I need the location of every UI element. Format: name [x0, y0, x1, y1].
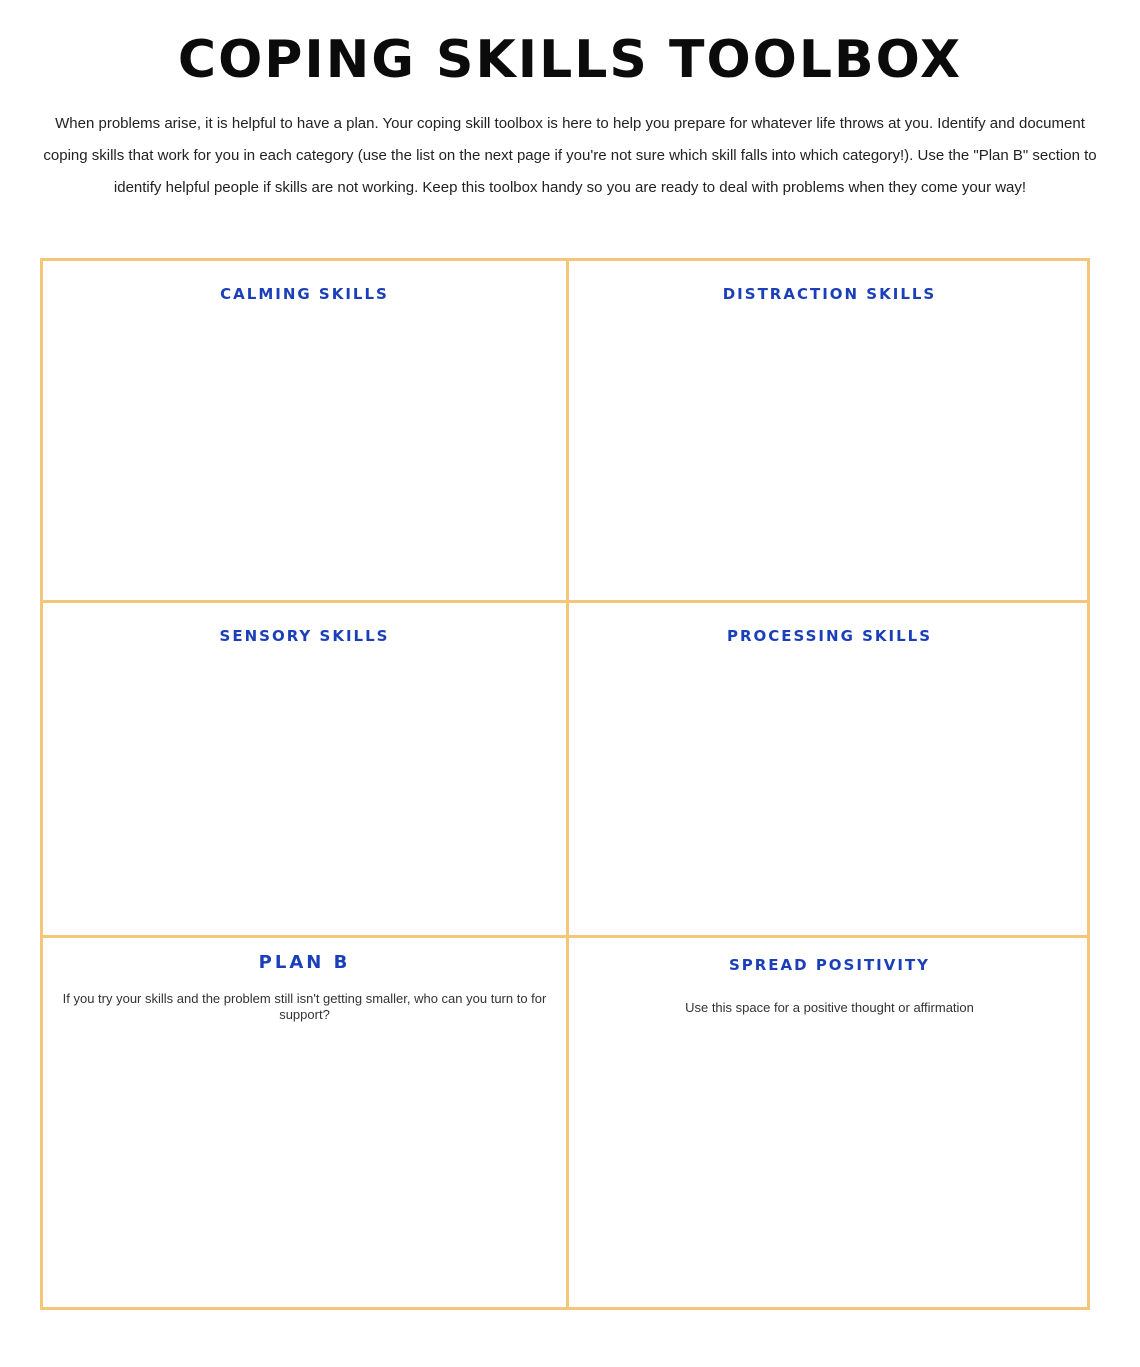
distraction-skills-box[interactable]	[569, 261, 1090, 600]
processing-skills-box[interactable]	[569, 603, 1090, 935]
spread-positivity-heading: SPREAD POSITIVITY	[728, 956, 931, 974]
intro-paragraph: When problems arise, it is helpful to have a plan. Your coping skill toolbox is here to help you prepare for whatever life throws at you. Identify and document coping skills that work for you in each category (use the list on the next page if you're not sure which skill falls into which category!). Use the "Plan B" section to identify helpful people if skills are not working. Keep this toolbox handy so you are ready to deal with problems when they come your way!	[43, 115, 1097, 196]
toolbox-grid	[40, 258, 1090, 1310]
spread-positivity-note: Use this space for a positive thought or affirmation	[685, 1000, 974, 1015]
sensory-skills-heading: SENSORY SKILLS	[219, 627, 390, 645]
sensory-skills-box[interactable]	[43, 603, 566, 935]
plan-b-note: If you try your skills and the problem still isn't getting smaller, who can you turn to for support?	[62, 991, 547, 1022]
plan-b-heading: PLAN B	[258, 952, 351, 973]
plan-b-box[interactable]	[43, 938, 566, 1307]
calming-skills-heading: CALMING SKILLS	[220, 285, 389, 303]
calming-skills-box[interactable]	[43, 261, 566, 600]
distraction-skills-heading: DISTRACTION SKILLS	[722, 285, 937, 303]
spread-positivity-box[interactable]	[569, 938, 1090, 1307]
page-title: COPING SKILLS TOOLBOX	[177, 30, 963, 90]
processing-skills-heading: PROCESSING SKILLS	[726, 627, 933, 645]
